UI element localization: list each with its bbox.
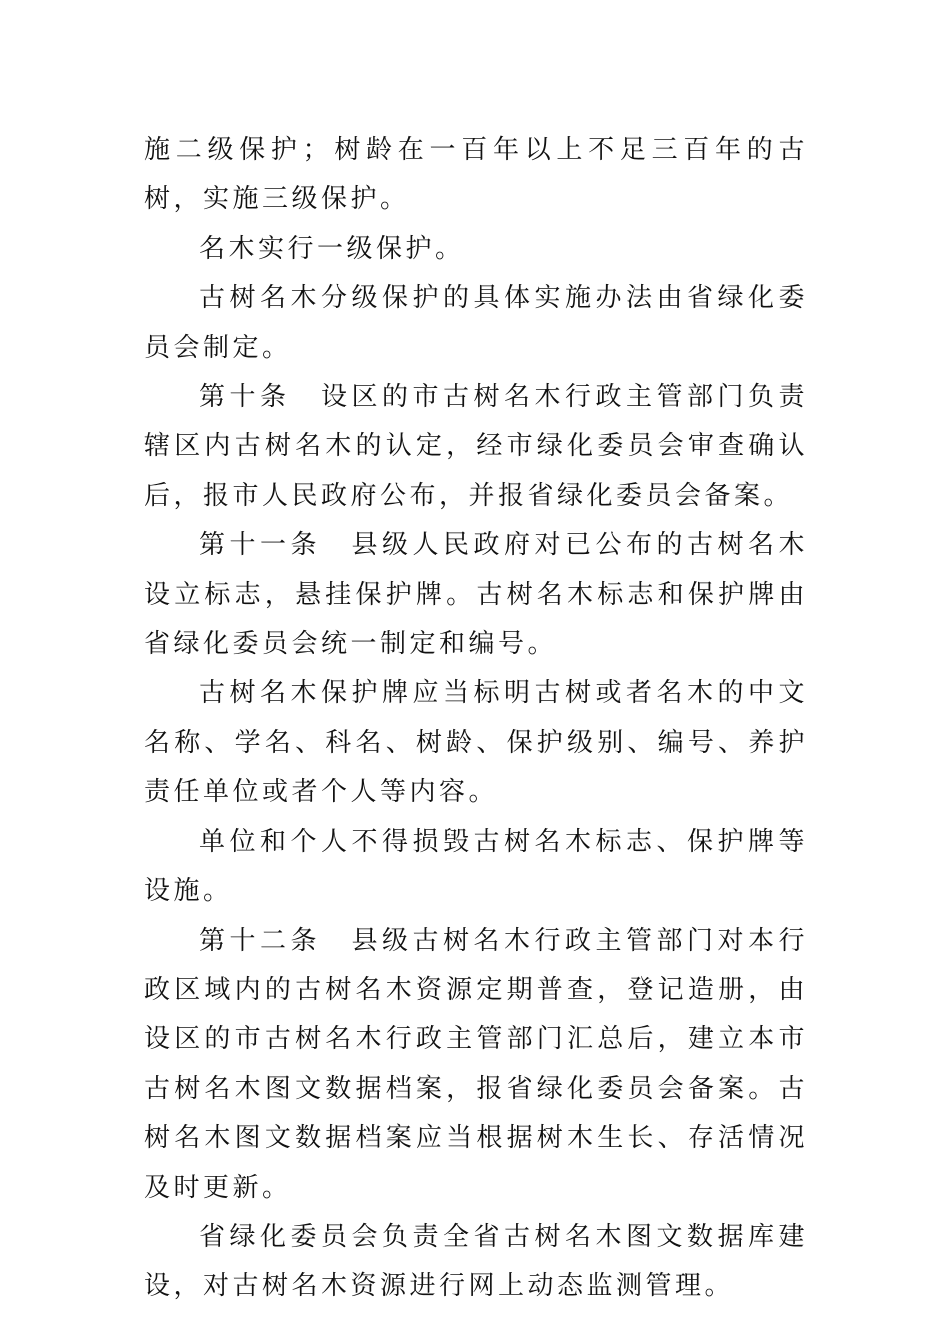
paragraph: 省绿化委员会负责全省古树名木图文数据库建设，对古树名木资源进行网上动态监测管理。 <box>144 1221 808 1302</box>
paragraph: 古树名木分级保护的具体实施办法由省绿化委员会制定。 <box>144 283 808 363</box>
paragraph-continuation: 施二级保护；树龄在一百年以上不足三百年的古树，实施三级保护。 <box>144 135 808 215</box>
paragraph: 名木实行一级保护。 <box>199 233 465 264</box>
document-body <box>144 126 808 1312</box>
article-11-paragraph: 第十一条 县级人民政府对已公布的古树名木设立标志，悬挂保护牌。古树名木标志和保护牌由省绿化委员会统一制定和编号。 <box>144 530 808 660</box>
article-10-paragraph: 第十条 设区的市古树名木行政主管部门负责辖区内古树名木的认定，经市绿化委员会审查确认后，报市人民政府公布，并报省绿化委员会备案。 <box>144 382 808 511</box>
article-12-paragraph: 第十二条 县级古树名木行政主管部门对本行政区域内的古树名木资源定期普查，登记造册，由设区的市古树名木行政主管部门汇总后，建立本市古树名木图文数据档案，报省绿化委员会备案。古树名木图文数据档案应当根据树木生长、存活情况及时更新。 <box>144 925 808 1203</box>
paragraph: 单位和个人不得损毁古树名木标志、保护牌等设施。 <box>144 826 808 907</box>
paragraph: 古树名木保护牌应当标明古树或者名木的中文名称、学名、科名、树龄、保护级别、编号、养护责任单位或者个人等内容。 <box>144 678 808 808</box>
